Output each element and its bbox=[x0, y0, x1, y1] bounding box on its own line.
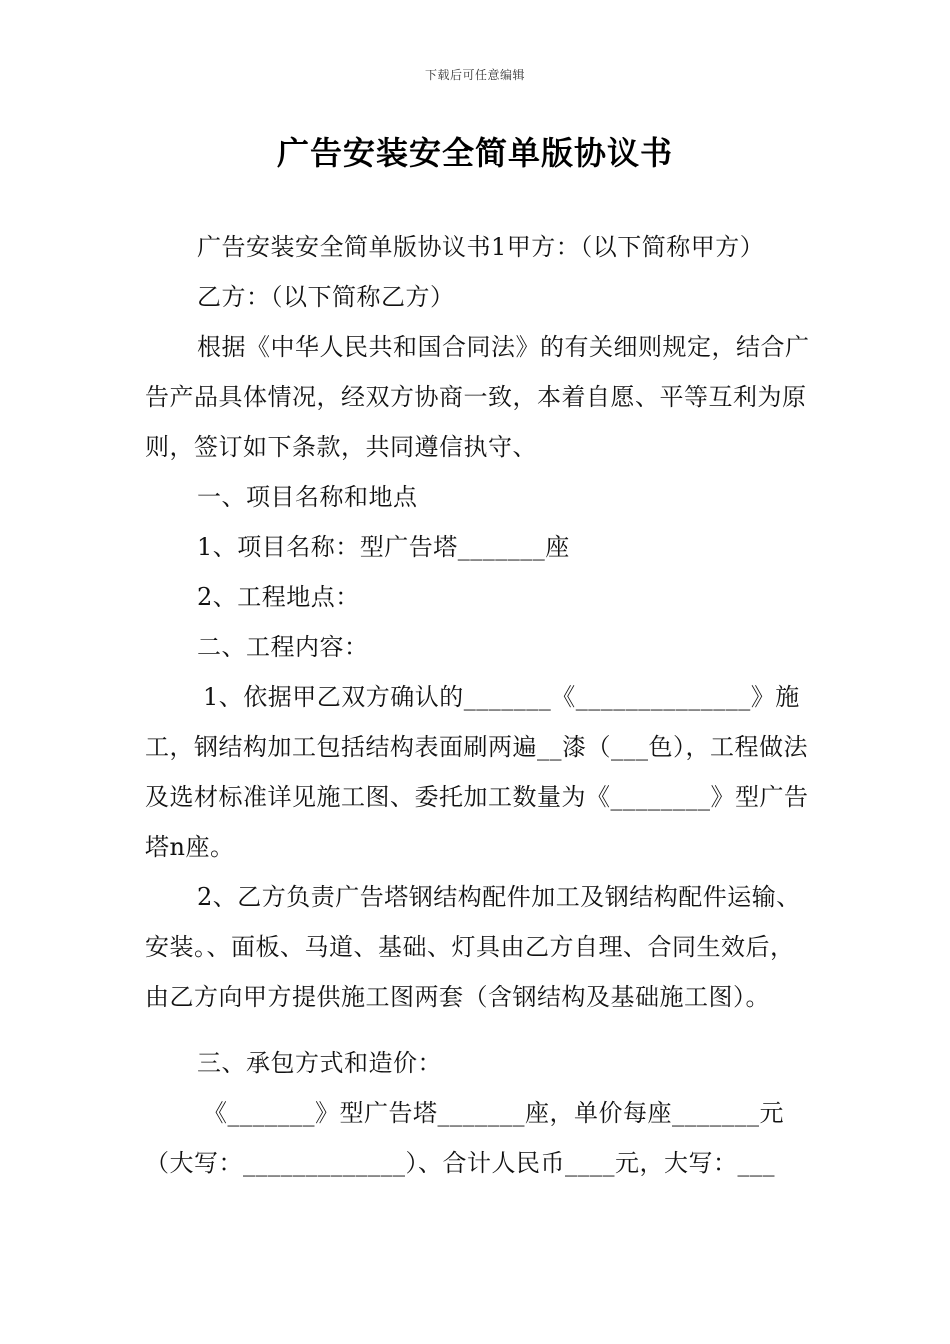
section-heading-content: 二、工程内容： bbox=[197, 633, 369, 661]
document-body bbox=[145, 222, 810, 1188]
paragraph-pricing: 《_______》型广告塔_______座，单价每座_______元（大写：_____________）、合计人民币____元，大写：___ bbox=[145, 1099, 784, 1177]
paragraph-project-name: 1、项目名称：型广告塔_______座 bbox=[197, 533, 570, 561]
paragraph-content-1: 1、依据甲乙双方确认的_______《______________》施工，钢结构加工包括结构表面刷两遍__漆（___色），工程做法及选材标准详见施工图、委托加工数量为《________》型广告塔n座。 bbox=[145, 683, 809, 861]
paragraph-content-2: 2、乙方负责广告塔钢结构配件加工及钢结构配件运输、安装。、面板、马道、基础、灯具由乙方自理、合同生效后，由乙方向甲方提供施工图两套（含钢结构及基础施工图）。 bbox=[145, 883, 801, 1011]
section-heading-contract: 三、承包方式和造价： bbox=[197, 1049, 442, 1077]
section-heading-project: 一、项目名称和地点 bbox=[197, 483, 418, 511]
paragraph-project-location: 2、工程地点： bbox=[197, 583, 360, 611]
paragraph-preamble: 根据《中华人民共和国合同法》的有关细则规定，结合广告产品具体情况，经双方协商一致，本着自愿、平等互利为原则，签订如下条款，共同遵信执守、 bbox=[145, 333, 810, 461]
paragraph-parties-b: 乙方：（以下简称乙方） bbox=[197, 283, 455, 311]
paragraph-parties-a: 广告安装安全简单版协议书1甲方：（以下简称甲方） bbox=[197, 233, 765, 261]
document-title: 广告安装安全简单版协议书 bbox=[276, 134, 673, 172]
header-watermark: 下载后可任意编辑 bbox=[424, 68, 525, 82]
